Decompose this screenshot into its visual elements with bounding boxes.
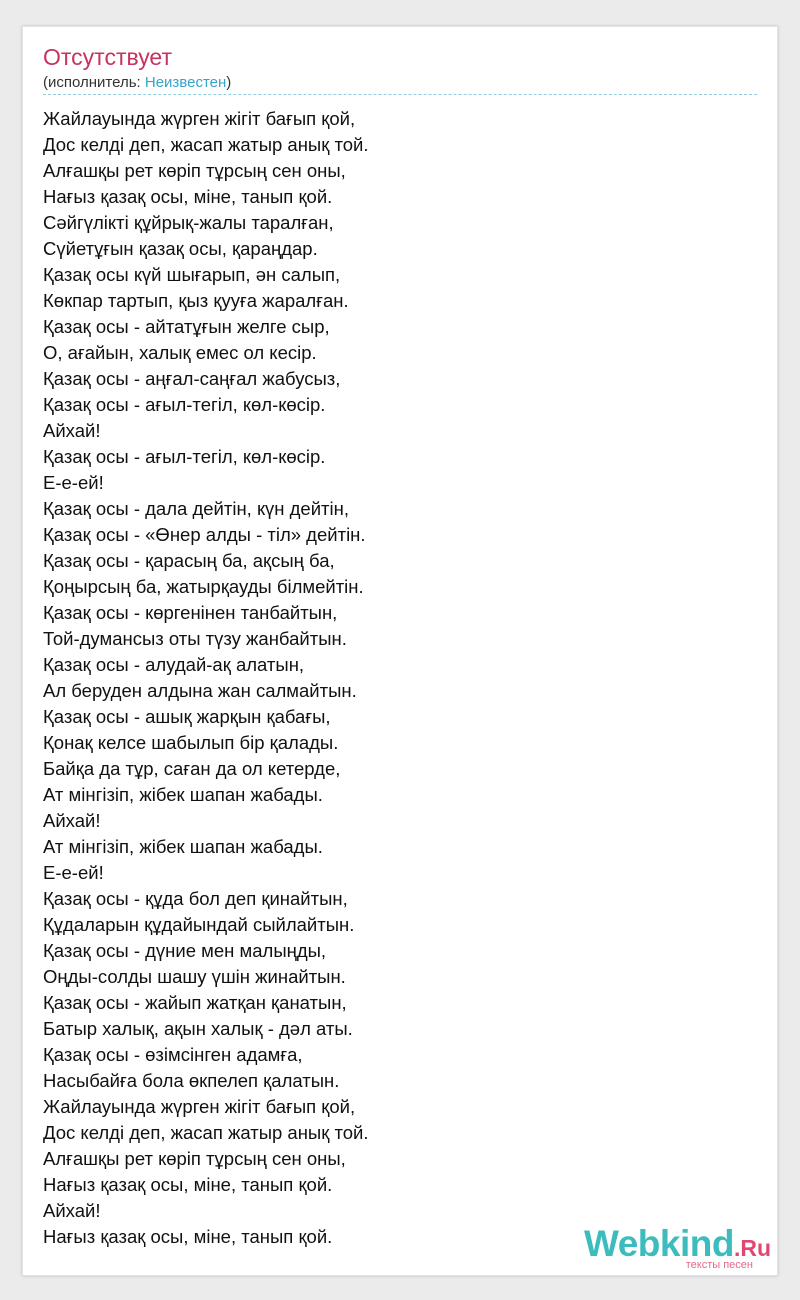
logo-name: Webkind [583, 1223, 734, 1264]
lyric-line: Ат мінгізіп, жібек шапан жабады. [43, 836, 323, 857]
title-divider [43, 94, 757, 95]
lyric-line: Қонақ келсе шабылып бір қалады. [43, 732, 339, 753]
lyric-line: Қазақ осы - құда бол деп қинайтын, [43, 888, 348, 909]
lyric-line: Дос келді деп, жасап жатыр анық той. [43, 1122, 369, 1143]
artist-line [43, 73, 231, 93]
lyric-line: Көкпар тартып, қыз қууға жаралған. [43, 290, 349, 311]
lyric-line: Айхай! [43, 810, 101, 831]
lyric-line: Е-е-ей! [43, 472, 104, 493]
lyric-line: Қазақ осы - аңғал-саңғал жабусыз, [43, 368, 341, 389]
artist-prefix: (исполнитель: [43, 74, 145, 91]
lyric-line: Қазақ осы - дала дейтін, күн дейтін, [43, 498, 349, 519]
lyric-line: Жайлауында жүрген жігіт бағып қой, [43, 1096, 356, 1117]
lyric-line: Ат мінгізіп, жібек шапан жабады. [43, 784, 323, 805]
lyric-line: Айхай! [43, 420, 101, 441]
lyric-line: Қазақ осы - ашық жарқын қабағы, [43, 706, 331, 727]
lyric-line: Айхай! [43, 1200, 101, 1221]
lyric-line: Батыр халық, ақын халық - дәл аты. [43, 1018, 353, 1039]
lyric-line: Жайлауында жүрген жігіт бағып қой, [43, 108, 356, 129]
lyric-line: Ал беруден алдына жан салмайтын. [43, 680, 357, 701]
lyric-line: Қазақ осы - айтатұғын желге сыр, [43, 316, 330, 337]
artist-link[interactable]: Неизвестен [144, 74, 227, 91]
lyric-line: Қазақ осы - қарасың ба, ақсың ба, [43, 550, 335, 571]
song-title: Отсутствует [43, 44, 172, 70]
lyric-line: Құдаларын құдайындай сыйлайтын. [43, 914, 355, 935]
lyric-line: Қазақ осы - дүние мен малыңды, [43, 940, 327, 961]
artist-suffix: ) [226, 74, 232, 91]
lyrics-text [43, 106, 369, 1250]
logo-tld: .Ru [733, 1235, 771, 1261]
logo-wordmark [583, 1223, 771, 1264]
lyric-line: Оңды-солды шашу үшін жинайтын. [43, 966, 346, 987]
lyric-line: Сүйетұғын қазақ осы, қараңдар. [43, 238, 318, 259]
lyric-line: Нағыз қазақ осы, міне, танып қой. [43, 1174, 333, 1195]
lyrics-card [22, 26, 778, 1276]
lyric-line: Қазақ осы - ағыл-тегіл, көл-көсір. [43, 394, 326, 415]
lyric-line: Қоңырсың ба, жатырқауды білмейтін. [43, 576, 364, 597]
lyric-line: Қазақ осы - өзімсінген адамға, [43, 1044, 303, 1065]
lyric-line: О, ағайын, халық емес ол кесір. [43, 342, 317, 363]
lyric-line: Нағыз қазақ осы, міне, танып қой. [43, 1226, 333, 1247]
lyric-line: Қазақ осы - ағыл-тегіл, көл-көсір. [43, 446, 326, 467]
webkind-logo[interactable] [583, 1223, 771, 1271]
lyric-line: Сәйгүлікті құйрық-жалы таралған, [43, 212, 334, 233]
lyric-line: Е-е-ей! [43, 862, 104, 883]
lyric-line: Насыбайға бола өкпелеп қалатын. [43, 1070, 340, 1091]
lyric-line: Той-думансыз оты түзу жанбайтын. [43, 628, 347, 649]
lyric-line: Қазақ осы - жайып жатқан қанатын, [43, 992, 347, 1013]
lyric-line: Қазақ осы - көргенінен танбайтын, [43, 602, 338, 623]
logo-tagline: тексты песен [685, 1259, 753, 1271]
lyric-line: Алғашқы рет көріп тұрсың сен оны, [43, 1148, 346, 1169]
lyric-line: Нағыз қазақ осы, міне, танып қой. [43, 186, 333, 207]
lyric-line: Дос келді деп, жасап жатыр анық той. [43, 134, 369, 155]
lyric-line: Қазақ осы күй шығарып, ән салып, [43, 264, 341, 285]
lyric-line: Қазақ осы - «Өнер алды - тіл» дейтін. [43, 524, 366, 545]
lyric-line: Қазақ осы - алудай-ақ алатын, [43, 654, 305, 675]
lyric-line: Алғашқы рет көріп тұрсың сен оны, [43, 160, 346, 181]
lyric-line: Байқа да тұр, саған да ол кетерде, [43, 758, 341, 779]
